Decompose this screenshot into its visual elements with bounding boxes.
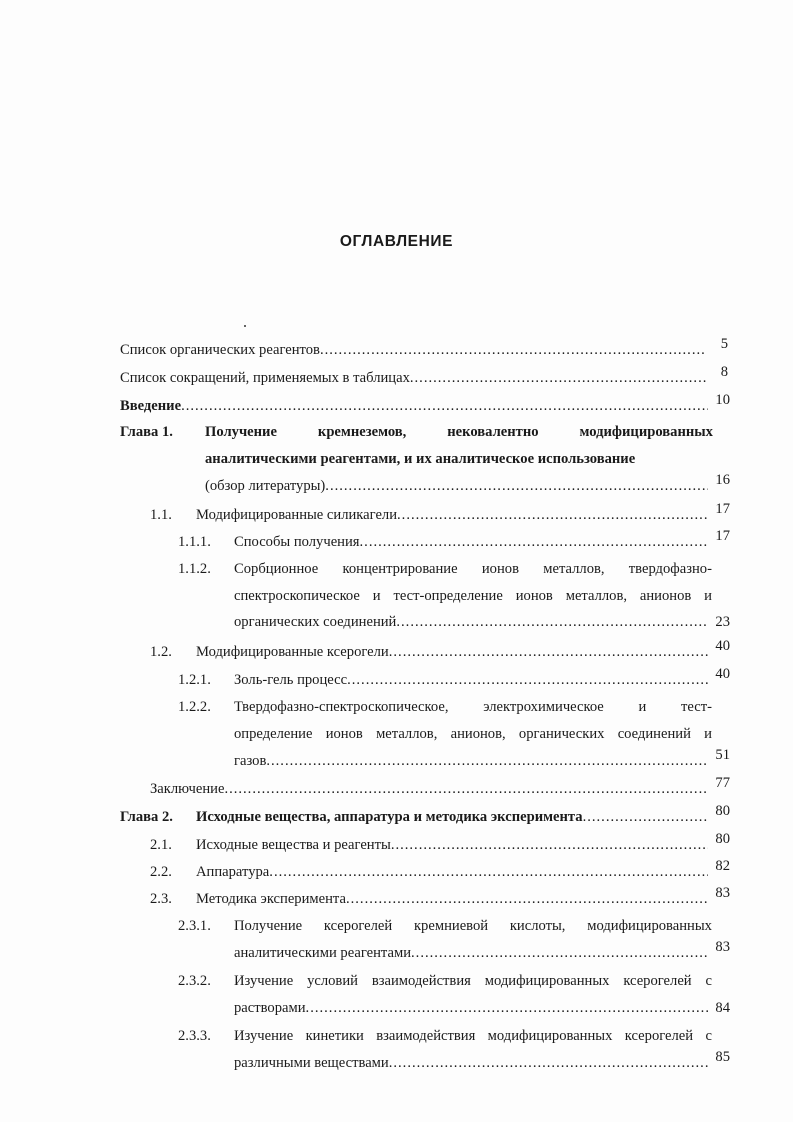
word: Твердофазно-спектроскопическое, bbox=[234, 699, 449, 715]
toc-chapter-2[interactable] bbox=[120, 803, 730, 827]
toc-entry-abbreviations[interactable] bbox=[120, 364, 728, 388]
toc-entry-text: органических соединений bbox=[234, 614, 397, 630]
dot-leader bbox=[410, 368, 706, 388]
toc-entry-text: аналитическими реагентами bbox=[234, 945, 412, 961]
toc-page-number: 17 bbox=[715, 501, 730, 517]
toc-section-2-1[interactable] bbox=[150, 831, 730, 855]
word: анионов bbox=[639, 588, 692, 604]
toc-section-number: 2.3.1. bbox=[178, 918, 211, 934]
toc-page-number: 40 bbox=[715, 666, 730, 682]
toc-page-number: 5 bbox=[720, 336, 728, 352]
toc-page-number: 85 bbox=[715, 1049, 730, 1065]
dot-leader bbox=[181, 396, 708, 416]
word: и bbox=[638, 699, 647, 715]
toc-section-2-3-2-line-1[interactable] bbox=[234, 971, 712, 991]
word: спектроскопическое bbox=[234, 588, 360, 604]
word: и bbox=[372, 588, 381, 604]
dot-leader bbox=[325, 476, 708, 496]
toc-section-1-2-2-line-1[interactable] bbox=[234, 697, 712, 717]
toc-section-1-2-2-line-2[interactable] bbox=[234, 724, 712, 744]
word: ионов bbox=[325, 726, 363, 742]
word: и bbox=[704, 726, 712, 742]
toc-section-number: 1.2. bbox=[150, 644, 172, 660]
toc-entry-text: (обзор литературы) bbox=[205, 478, 326, 494]
toc-section-1-1-2-line-1[interactable] bbox=[234, 559, 712, 579]
toc-page-number: 23 bbox=[715, 614, 730, 630]
dot-leader bbox=[320, 340, 706, 360]
toc-entry-text: растворами bbox=[234, 1000, 306, 1016]
toc-page-number: 82 bbox=[715, 858, 730, 874]
word: с bbox=[705, 1028, 712, 1044]
word: модифицированных bbox=[587, 918, 712, 934]
toc-entry-text: различными веществами bbox=[234, 1055, 389, 1071]
toc-section-number: 1.1. bbox=[150, 507, 172, 523]
toc-entry-text: Заключение bbox=[150, 781, 225, 797]
toc-page-number: 83 bbox=[715, 939, 730, 955]
toc-section-number: 2.3.2. bbox=[178, 973, 211, 989]
dot-leader bbox=[360, 532, 708, 552]
word: Изучение bbox=[234, 1028, 294, 1044]
toc-section-2-3-1-line-2[interactable] bbox=[234, 939, 730, 963]
toc-entry-text: Список органических реагентов bbox=[120, 342, 320, 358]
toc-entry-reagents[interactable] bbox=[120, 336, 728, 360]
toc-page-number: 84 bbox=[715, 1000, 730, 1016]
toc-section-2-2[interactable] bbox=[150, 858, 730, 882]
toc-entry-text: Аппаратура bbox=[196, 864, 270, 880]
dot-leader bbox=[389, 1053, 708, 1073]
toc-entry-introduction[interactable] bbox=[120, 392, 730, 416]
toc-section-number: 2.3.3. bbox=[178, 1028, 211, 1044]
toc-section-1-1-2-line-2[interactable] bbox=[234, 586, 712, 606]
toc-section-2-3-3-line-1[interactable] bbox=[234, 1026, 712, 1046]
dot-leader bbox=[389, 642, 708, 662]
word: ксерогелей bbox=[624, 1028, 694, 1044]
toc-entry-text: Исходные вещества, аппаратура и методика эксперимента bbox=[196, 809, 583, 825]
page-title: ОГЛАВЛЕНИЕ bbox=[339, 233, 454, 250]
toc-section-number: 2.2. bbox=[150, 864, 172, 880]
word: ионов bbox=[481, 561, 519, 577]
dot-leader bbox=[396, 612, 708, 632]
word: органических bbox=[518, 726, 605, 742]
word: Изучение bbox=[234, 973, 294, 989]
word: ксерогелей bbox=[623, 973, 692, 989]
scan-speck bbox=[244, 325, 246, 327]
word: анионов, bbox=[450, 726, 506, 742]
word: тест-определение bbox=[393, 588, 503, 604]
toc-section-1-1[interactable] bbox=[150, 501, 730, 525]
toc-section-number: 2.1. bbox=[150, 837, 172, 853]
word: ионов bbox=[515, 588, 553, 604]
dot-leader bbox=[266, 751, 708, 771]
word: и bbox=[704, 588, 712, 604]
word: нековалентно bbox=[447, 424, 539, 440]
dot-leader bbox=[269, 862, 708, 882]
word: взаимодействия bbox=[376, 1028, 476, 1044]
word: модифицированных bbox=[487, 1028, 613, 1044]
toc-page-number: 83 bbox=[715, 885, 730, 901]
toc-section-number: 1.1.2. bbox=[178, 561, 211, 577]
word: кислоты, bbox=[509, 918, 566, 934]
word: определение bbox=[234, 726, 313, 742]
dot-leader bbox=[306, 998, 708, 1018]
toc-page-number: 40 bbox=[715, 638, 730, 654]
toc-section-1-1-2-line-3[interactable] bbox=[234, 612, 730, 632]
toc-page-number: 17 bbox=[715, 528, 730, 544]
toc-section-number: 1.2.1. bbox=[178, 672, 211, 688]
toc-entry-text: Способы получения bbox=[234, 534, 360, 550]
word: металлов, bbox=[543, 561, 605, 577]
word: электрохимическое bbox=[483, 699, 604, 715]
word: с bbox=[705, 973, 712, 989]
word: концентрирование bbox=[342, 561, 458, 577]
toc-page-number: 16 bbox=[715, 472, 730, 488]
toc-entry-text: Методика эксперимента bbox=[196, 891, 346, 907]
word: модифицированных bbox=[579, 424, 713, 440]
toc-page-number: 80 bbox=[715, 803, 730, 819]
toc-section-2-3-3-line-2[interactable] bbox=[234, 1049, 730, 1073]
word: соединений bbox=[617, 726, 691, 742]
toc-section-number: 1.1.1. bbox=[178, 534, 211, 550]
toc-entry-conclusion[interactable] bbox=[150, 775, 730, 799]
word: кремнеземов, bbox=[317, 424, 407, 440]
toc-section-1-2[interactable] bbox=[150, 638, 730, 662]
toc-section-1-1-1[interactable] bbox=[178, 528, 730, 552]
dot-leader bbox=[391, 835, 708, 855]
toc-section-number: 1.2.2. bbox=[178, 699, 211, 715]
word: тест- bbox=[681, 699, 712, 715]
toc-page-number: 77 bbox=[715, 775, 730, 791]
word: модифицированных bbox=[484, 973, 610, 989]
word: кремниевой bbox=[413, 918, 489, 934]
dot-leader bbox=[346, 889, 708, 909]
word: Сорбционное bbox=[234, 561, 319, 577]
dot-leader bbox=[397, 505, 708, 525]
toc-chapter-1-line-1[interactable] bbox=[205, 422, 713, 442]
toc-page-number: 80 bbox=[715, 831, 730, 847]
dot-leader bbox=[224, 779, 708, 799]
word: Получение bbox=[205, 424, 277, 440]
toc-page-number: 51 bbox=[715, 747, 730, 763]
word: Получение bbox=[234, 918, 303, 934]
toc-entry-text: газов bbox=[234, 753, 267, 769]
toc-section-2-3-2-line-2[interactable] bbox=[234, 998, 730, 1018]
toc-chapter-1-line-2: аналитическими реагентами, и их аналитическое использование bbox=[205, 451, 636, 467]
toc-chapter-number: Глава 1. bbox=[120, 424, 173, 440]
toc-section-1-2-1[interactable] bbox=[178, 666, 730, 690]
toc-section-1-2-2-line-3[interactable] bbox=[234, 747, 730, 771]
toc-section-number: 2.3. bbox=[150, 891, 172, 907]
toc-section-2-3[interactable] bbox=[150, 885, 730, 909]
word: твердофазно- bbox=[628, 561, 712, 577]
word: ксерогелей bbox=[323, 918, 393, 934]
toc-section-2-3-1-line-1[interactable] bbox=[234, 916, 712, 936]
dot-leader bbox=[583, 807, 708, 827]
word: взаимодействия bbox=[371, 973, 471, 989]
dot-leader bbox=[347, 670, 708, 690]
toc-entry-text: Модифицированные силикагели bbox=[196, 507, 398, 523]
toc-entry-text: Введение bbox=[120, 398, 182, 414]
toc-page-number: 8 bbox=[720, 364, 728, 380]
word: кинетики bbox=[305, 1028, 364, 1044]
word: металлов, bbox=[565, 588, 627, 604]
toc-chapter-number: Глава 2. bbox=[120, 809, 173, 825]
word: условий bbox=[307, 973, 358, 989]
toc-entry-text: Исходные вещества и реагенты bbox=[196, 837, 391, 853]
toc-entry-text: Модифицированные ксерогели bbox=[196, 644, 389, 660]
toc-page-number: 10 bbox=[715, 392, 730, 408]
toc-entry-text: Золь-гель процесс bbox=[234, 672, 348, 688]
word: металлов, bbox=[376, 726, 438, 742]
toc-chapter-1-line-3[interactable] bbox=[205, 472, 730, 496]
dot-leader bbox=[411, 943, 708, 963]
toc-entry-text: Список сокращений, применяемых в таблицах bbox=[120, 370, 410, 386]
